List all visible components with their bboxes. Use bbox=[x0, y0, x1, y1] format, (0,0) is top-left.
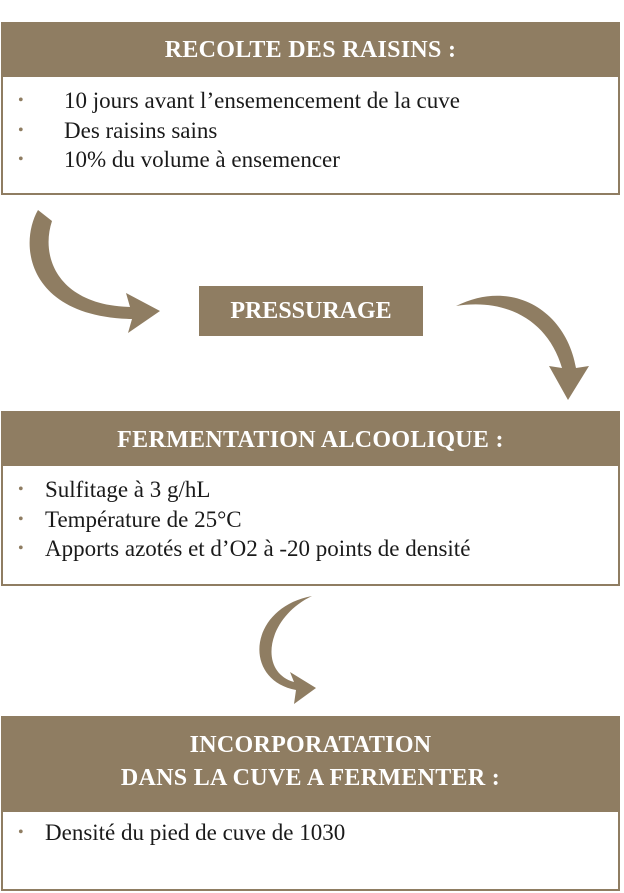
arrow-3-shape bbox=[259, 596, 316, 704]
step-recolte-list bbox=[3, 86, 618, 175]
step-incorporation-title bbox=[3, 718, 618, 812]
curved-arrow-icon bbox=[240, 592, 330, 710]
list-item bbox=[3, 505, 618, 535]
bullet-icon: • bbox=[18, 121, 24, 139]
list-item-text: 10% du volume à ensemencer bbox=[64, 147, 340, 172]
bullet-icon: • bbox=[18, 151, 24, 168]
step-fermentation-title: FERMENTATION ALCOOLIQUE : bbox=[3, 413, 618, 466]
step-recolte-body bbox=[3, 77, 618, 175]
arrow-1-shape bbox=[30, 210, 160, 333]
list-item bbox=[3, 475, 618, 505]
list-item-text: Température de 25°C bbox=[45, 506, 242, 532]
step-incorporation-title-line2: DANS LA CUVE A FERMENTER : bbox=[120, 765, 501, 791]
step-incorporation-title-line1: INCORPORATATION bbox=[189, 732, 432, 758]
curved-arrow-icon bbox=[450, 282, 600, 407]
list-item bbox=[3, 116, 618, 146]
list-item bbox=[3, 145, 618, 175]
list-item-text: 10 jours avant l’ensemencement de la cuve bbox=[64, 88, 460, 113]
step-recolte-title: RECOLTE DES RAISINS : bbox=[3, 24, 618, 77]
list-item-text: Apports azotés et d’O2 à -20 points de densité bbox=[45, 536, 471, 561]
list-item bbox=[3, 534, 618, 564]
step-fermentation-body bbox=[3, 466, 618, 564]
list-item bbox=[3, 818, 618, 848]
step-incorporation-list bbox=[3, 818, 618, 848]
bullet-icon: • bbox=[18, 540, 24, 557]
list-item-text: Densité du pied de cuve de 1030 bbox=[45, 820, 346, 845]
arrow-2-shape bbox=[456, 296, 589, 400]
bullet-icon: • bbox=[18, 92, 24, 109]
curved-arrow-icon bbox=[0, 205, 170, 335]
list-item-text: Des raisins sains bbox=[64, 117, 218, 143]
step-incorporation-box bbox=[1, 716, 620, 891]
bullet-icon: • bbox=[18, 510, 24, 528]
list-item bbox=[3, 86, 618, 116]
bullet-icon: • bbox=[18, 481, 24, 498]
bullet-icon: • bbox=[18, 824, 24, 841]
step-pressurage: PRESSURAGE bbox=[199, 286, 423, 336]
step-incorporation-body bbox=[3, 812, 618, 848]
step-recolte-box bbox=[1, 22, 620, 195]
list-item-text: Sulfitage à 3 g/hL bbox=[45, 477, 211, 502]
step-fermentation-box bbox=[1, 411, 620, 586]
step-fermentation-list bbox=[3, 475, 618, 564]
